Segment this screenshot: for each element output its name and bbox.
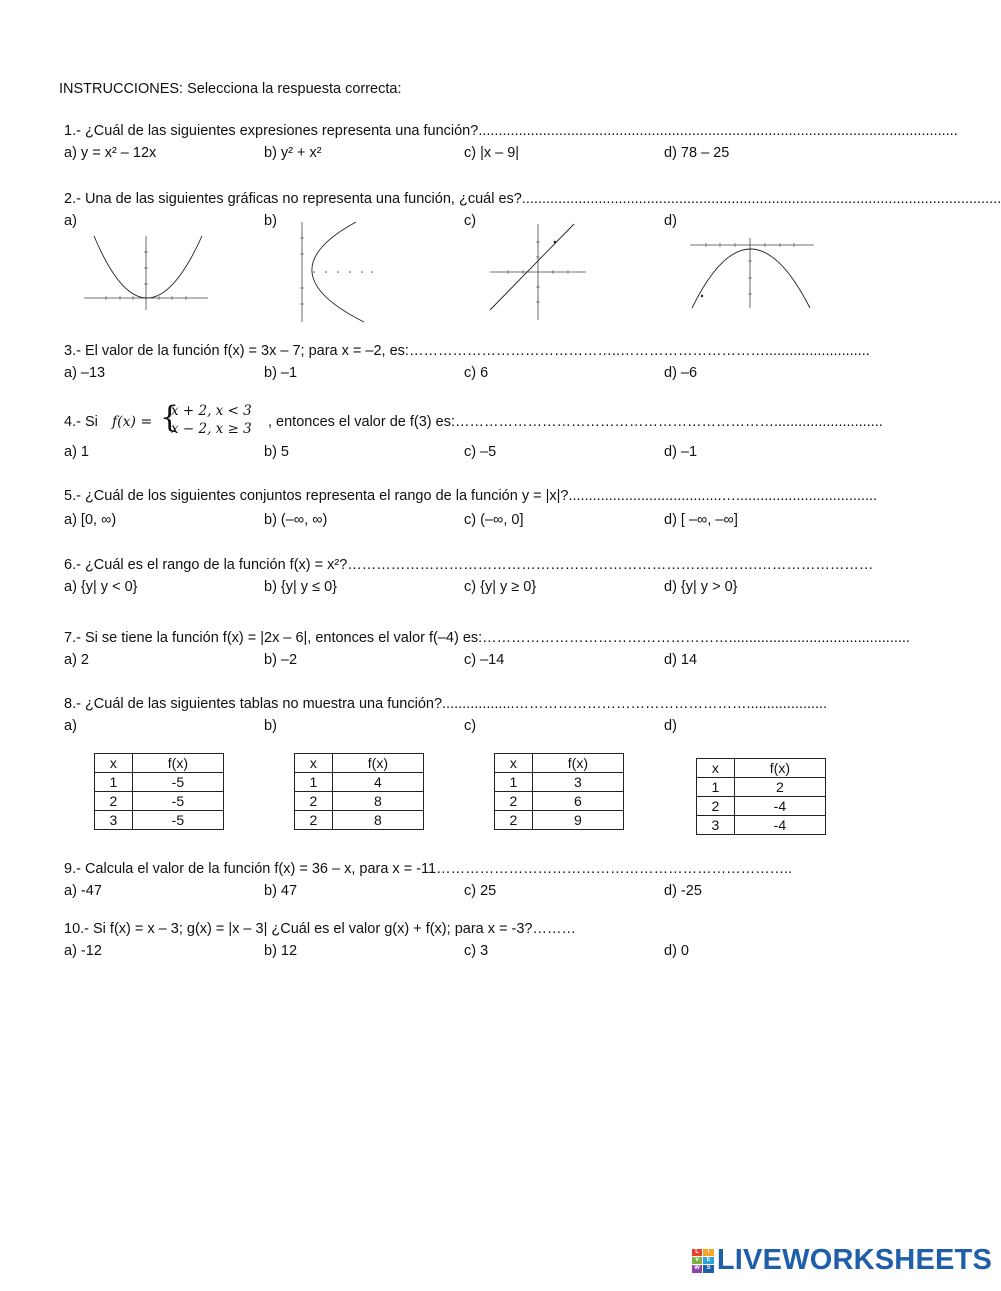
q6-option-d[interactable]: d) {y| y > 0} <box>664 579 738 595</box>
q10-option-b[interactable]: b) 12 <box>264 943 298 959</box>
table-row: 3 -4 <box>697 816 826 835</box>
q1-option-d[interactable]: d) 78 – 25 <box>664 145 730 161</box>
piecewise-case-1: x + 2, x < 3 <box>171 403 252 419</box>
instructions: INSTRUCCIONES: Selecciona la respuesta correcta: <box>59 81 402 97</box>
q6-option-c[interactable]: c) {y| y ≥ 0} <box>464 579 537 595</box>
q4-option-a[interactable]: a) 1 <box>64 444 89 460</box>
q8-option-b[interactable]: b) <box>264 718 277 734</box>
q8-option-a[interactable]: a) <box>64 718 77 734</box>
question-4-function: f(x) = <box>112 414 153 430</box>
table-row: 1 2 <box>697 778 826 797</box>
table-row: 2 -5 <box>95 792 224 811</box>
table-b[interactable] <box>294 753 424 830</box>
table-header: x f(x) <box>697 759 826 778</box>
liveworksheets-badge-icon: L I V E W S <box>692 1249 714 1273</box>
q8-option-c[interactable]: c) <box>464 718 477 734</box>
table-row: 2 9 <box>495 811 624 830</box>
table-d[interactable] <box>696 758 826 835</box>
question-7: 7.- Si se tiene la función f(x) = |2x – 6|, entonces el valor f(–4) es:……………………………………………............................................. <box>64 630 910 646</box>
q9-option-a[interactable]: a) -47 <box>64 883 102 899</box>
q3-option-b[interactable]: b) –1 <box>264 365 298 381</box>
question-3: 3.- El valor de la función f(x) = 3x – 7; para x = –2, es:……………………………………..………………………….......................... <box>64 343 870 359</box>
question-9: 9.- Calcula el valor de la función f(x) = 36 – x, para x = -11……………………………………………………………….. <box>64 861 793 877</box>
q7-option-b[interactable]: b) –2 <box>264 652 298 668</box>
graph-d-parabola-down[interactable] <box>688 236 816 312</box>
table-row: 1 3 <box>495 773 624 792</box>
piecewise-case-2: x − 2, x ≥ 3 <box>171 421 252 437</box>
question-5: 5.- ¿Cuál de los siguientes conjuntos representa el rango de la función y = |x|?......................................…................................... <box>64 488 878 504</box>
question-6: 6.- ¿Cuál es el rango de la función f(x) = x²?………………………………………………………………………….…………………… <box>64 557 874 573</box>
q1-option-c[interactable]: c) |x – 9| <box>464 145 520 161</box>
table-header: x f(x) <box>295 754 424 773</box>
question-4-prefix: 4.- Si <box>64 414 98 430</box>
q2-option-a[interactable]: a) <box>64 213 77 229</box>
table-row: 3 -5 <box>95 811 224 830</box>
question-4-suffix: , entonces el valor de f(3) es:…………………………………………………………........................... <box>268 414 883 430</box>
question-1: 1.- ¿Cuál de las siguientes expresiones representa una función?....................................................................................................................... <box>64 123 958 139</box>
q10-option-d[interactable]: d) 0 <box>664 943 689 959</box>
graph-c-line[interactable] <box>488 222 588 322</box>
q2-option-c[interactable]: c) <box>464 213 477 229</box>
question-10: 10.- Si f(x) = x – 3; g(x) = |x – 3| ¿Cuál es el valor g(x) + f(x); para x = -3?……… <box>64 921 576 937</box>
graph-b-parabola-sideways[interactable] <box>292 218 377 326</box>
graph-a-parabola-up[interactable] <box>80 232 210 312</box>
q3-option-d[interactable]: d) –6 <box>664 365 698 381</box>
q7-option-d[interactable]: d) 14 <box>664 652 698 668</box>
piecewise-brace: { <box>160 400 180 435</box>
q5-option-c[interactable]: c) (–∞, 0] <box>464 512 524 528</box>
q1-option-a[interactable]: a) y = x² – 12x <box>64 145 157 161</box>
q10-option-a[interactable]: a) -12 <box>64 943 102 959</box>
table-row: 2 -4 <box>697 797 826 816</box>
q6-option-b[interactable]: b) {y| y ≤ 0} <box>264 579 337 595</box>
table-row: 2 6 <box>495 792 624 811</box>
q4-option-c[interactable]: c) –5 <box>464 444 497 460</box>
q8-option-d[interactable]: d) <box>664 718 677 734</box>
q6-option-a[interactable]: a) {y| y < 0} <box>64 579 138 595</box>
table-c[interactable] <box>494 753 624 830</box>
q10-option-c[interactable]: c) 3 <box>464 943 489 959</box>
liveworksheets-logo[interactable] <box>692 1244 992 1277</box>
q1-option-b[interactable]: b) y² + x² <box>264 145 322 161</box>
q9-option-d[interactable]: d) -25 <box>664 883 702 899</box>
q3-option-c[interactable]: c) 6 <box>464 365 489 381</box>
table-row: 1 4 <box>295 773 424 792</box>
q7-option-a[interactable]: a) 2 <box>64 652 89 668</box>
q5-option-a[interactable]: a) [0, ∞) <box>64 512 117 528</box>
q2-option-b[interactable]: b) <box>264 213 277 229</box>
q7-option-c[interactable]: c) –14 <box>464 652 505 668</box>
q5-option-b[interactable]: b) (–∞, ∞) <box>264 512 328 528</box>
table-header: x f(x) <box>95 754 224 773</box>
table-row: 2 8 <box>295 792 424 811</box>
q5-option-d[interactable]: d) [ –∞, –∞] <box>664 512 738 528</box>
table-a[interactable] <box>94 753 224 830</box>
q9-option-c[interactable]: c) 25 <box>464 883 497 899</box>
liveworksheets-wordmark: LIVEWORKSHEETS <box>716 1244 992 1276</box>
table-row: 2 8 <box>295 811 424 830</box>
q2-option-d[interactable]: d) <box>664 213 677 229</box>
q9-option-b[interactable]: b) 47 <box>264 883 298 899</box>
q4-option-d[interactable]: d) –1 <box>664 444 698 460</box>
question-2: 2.- Una de las siguientes gráficas no representa una función, ¿cuál es?....................................................................................................................... <box>64 191 1001 207</box>
table-header: x f(x) <box>495 754 624 773</box>
question-8: 8.- ¿Cuál de las siguientes tablas no muestra una función?..................………………………………………….................... <box>64 696 828 712</box>
table-row: 1 -5 <box>95 773 224 792</box>
q4-option-b[interactable]: b) 5 <box>264 444 289 460</box>
q3-option-a[interactable]: a) –13 <box>64 365 106 381</box>
